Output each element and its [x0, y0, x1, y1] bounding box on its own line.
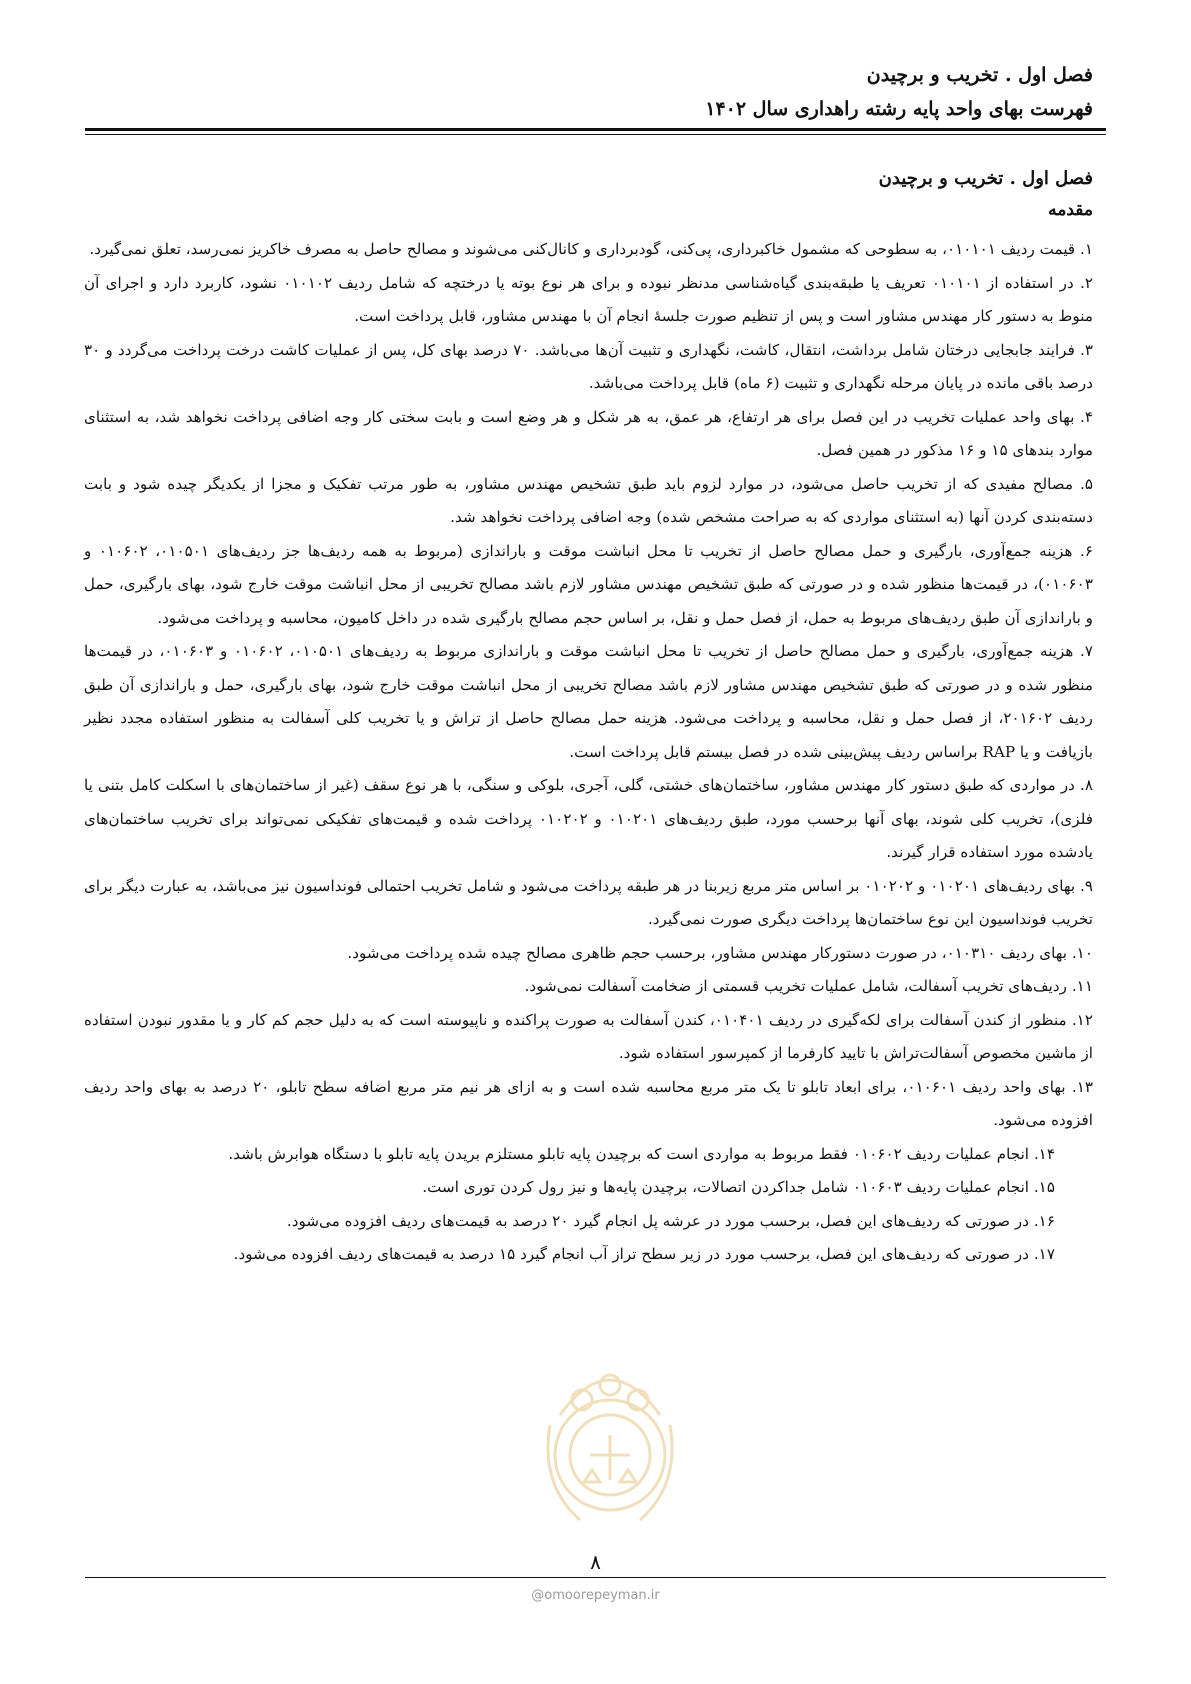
section-title: فصل اول . تخریب و برچیدن [878, 168, 1093, 189]
paragraph-2: ۲. در استفاده از ۰۱۰۱۰۱ تعریف یا طبقه‌بندی گیاه‌شناسی مدنظر نبوده و برای هر نوع بوته یا درختچه که شامل ردیف ۰۱۰۱۰۲ نشود، کاربرد دارد و اجرای آن منوط به دستور کار مهندس مشاور است و پس از تنظیم صورت جلسهٔ انجام آن با مهندس مشاور، قابل پرداخت است. [84, 273, 1093, 325]
paragraph-13: ۱۳. بهای واحد ردیف ۰۱۰۶۰۱، برای ابعاد تابلو تا یک متر مربع محاسبه شده است و به ازای هر نیم متر مربع اضافه سطح تابلو، ۲۰ درصد به بهای واحد ردیف افزوده می‌شود. [84, 1077, 1094, 1129]
seal-watermark-icon [520, 1345, 700, 1535]
section-subtitle: مقدمه [1048, 200, 1093, 220]
header-divider-thin [85, 134, 1106, 135]
paragraph-16: ۱۶. در صورتی که ردیف‌های این فصل، برحسب مورد در عرشه پل انجام گیرد ۲۰ درصد به قیمت‌های ردیف افزوده می‌شود. [286, 1211, 1055, 1230]
footer-url: @omoorepeyman.ir [531, 1588, 660, 1603]
book-title: فهرست بهای واحد پایه رشته راهداری سال ۱۴۰۲ [705, 98, 1093, 120]
paragraph-3: ۳. فرایند جابجایی درختان شامل برداشت، انتقال، کاشت، نگهداری و تثبیت آن‌ها می‌باشد. ۷۰ درصد بهای کل، پس از عملیات کاشت درخت پرداخت می‌گردد و ۳۰ درصد باقی مانده در پایان مرحله نگهداری و تثبیت (۶ ماه) قابل پرداخت می‌باشد. [84, 340, 1093, 392]
paragraph-5: ۵. مصالح مفیدی که از تخریب حاصل می‌شود، در موارد لزوم باید طبق تشخیص مهندس مشاور، به طور مرتب تفکیک و مجزا از یکدیگر چیده شود و بابت دسته‌بندی کردن آنها (به استثنای مواردی که به صراحت مشخص شده) وجه اضافی پرداخت نخواهد شد. [84, 474, 1093, 526]
paragraph-15: ۱۵. انجام عملیات ردیف ۰۱۰۶۰۳ شامل جداکردن اتصالات، برچیدن پایه‌ها و نیز رول کردن توری است. [422, 1178, 1055, 1196]
paragraph-11: ۱۱. ردیف‌های تخریب آسفالت، شامل عملیات تخریب قسمتی از ضخامت آسفالت نمی‌شود. [524, 977, 1093, 995]
footer-divider [85, 1577, 1106, 1578]
page-header [98, 58, 1093, 126]
paragraph-12: ۱۲. منظور از کندن آسفالت برای لکه‌گیری در ردیف ۰۱۰۴۰۱، کندن آسفالت به صورت پراکنده و ناپیوسته است که به دلیل حجم کم کار و یا مقدور نبودن استفاده از ماشین مخصوص آسفالت‌تراش با تایید کارفرما از کمپرسور استفاده شود. [84, 1010, 1093, 1062]
paragraph-7: ۷. هزینه جمع‌آوری، بارگیری و حمل مصالح حاصل از تخریب تا محل انباشت موقت و باراندازی مربوط به ردیف‌های ۰۱۰۵۰۱، ۰۱۰۶۰۲ و ۰۱۰۶۰۳، در قیمت‌ها منظور شده و در صورتی که طبق تشخیص مهندس مشاور لازم باشد مصالح تخریبی از محل انباشت موقت خارج شود، بهای بارگیری، حمل و باراندازی آن طبق ردیف ۲۰۱۶۰۲، از فصل حمل و نقل، محاسبه و پرداخت می‌شود. هزینه حمل مصالح حاصل از تراش و یا تخریب کلی آسفالت به منظور استفاده مجدد نظیر بازیافت و یا RAP براساس ردیف پیش‌بینی شده در فصل بیستم قابل پرداخت است. [84, 642, 1094, 761]
paragraph-10: ۱۰. بهای ردیف ۰۱۰۳۱۰، در صورت دستورکار مهندس مشاور، برحسب حجم ظاهری مصالح چیده شده پرداخت می‌شود. [347, 943, 1093, 962]
paragraph-9: ۹. بهای ردیف‌های ۰۱۰۲۰۱ و ۰۱۰۲۰۲ بر اساس متر مربع زیربنا در هر طبقه پرداخت می‌شود و شامل تخریب احتمالی فونداسیون نیز می‌باشد، به عبارت دیگر برای تخریب فونداسیون این نوع ساختمان‌ها پرداخت دیگری صورت نمی‌گیرد. [84, 876, 1093, 928]
chapter-title: فصل اول . تخریب و برچیدن [866, 64, 1093, 86]
paragraph-14: ۱۴. انجام عملیات ردیف ۰۱۰۶۰۲ فقط مربوط به مواردی است که برچیدن پایه تابلو مستلزم بریدن پایه تابلو با دستگاه هوابرش باشد. [228, 1144, 1055, 1163]
page-content [84, 163, 1093, 1272]
paragraph-4: ۴. بهای واحد عملیات تخریب در این فصل برای هر ارتفاع، هر عمق، به هر شکل و هر وضع است و بابت سختی کار وجه اضافی پرداخت نخواهد شد، به استثنای موارد بندهای ۱۵ و ۱۶ مذکور در همین فصل. [84, 407, 1093, 459]
header-divider-thick [85, 128, 1106, 131]
paragraph-1: ۱. قیمت ردیف ۰۱۰۱۰۱، به سطوحی که مشمول خاکبرداری، پی‌کنی، گودبرداری و کانال‌کنی می‌شوند و مصالح حاصل به مصرف خاکریز نمی‌رسد، تعلق نمی‌گیرد. [89, 240, 1093, 258]
paragraph-6: ۶. هزینه جمع‌آوری، بارگیری و حمل مصالح حاصل از تخریب تا محل انباشت موقت و باراندازی (مربوط به همه ردیف‌ها جز ردیف‌های ۰۱۰۵۰۱، ۰۱۰۶۰۲ و ۰۱۰۶۰۳)، در قیمت‌ها منظور شده و در صورتی که طبق تشخیص مهندس مشاور لازم باشد مصالح تخریبی از محل انباشت موقت خارج شود، بهای بارگیری، حمل و باراندازی آن طبق ردیف‌های مربوط به حمل، از فصل حمل و نقل، بر اساس حجم مصالح بارگیری شده در داخل کامیون، محاسبه و پرداخت می‌شود. [84, 541, 1093, 627]
page-number: ۸ [590, 1550, 601, 1574]
paragraph-8: ۸. در مواردی که طبق دستور کار مهندس مشاور، ساختمان‌های خشتی، گلی، آجری، بلوکی و سنگی، با هر نوع سقف (غیر از ساختمان‌های با اسکلت کامل بتنی یا فلزی)، تخریب کلی شوند، بهای آنها برحسب مورد، طبق ردیف‌های ۰۱۰۲۰۱ و ۰۱۰۲۰۲ پرداخت شده و قیمت‌های تفکیکی نمی‌تواند برای تخریب ساختمان‌های یادشده مورد استفاده قرار گیرند. [84, 776, 1093, 861]
paragraph-17: ۱۷. در صورتی که ردیف‌های این فصل، برحسب مورد در زیر سطح تراز آب انجام گیرد ۱۵ درصد به قیمت‌های ردیف افزوده می‌شود. [233, 1245, 1055, 1263]
